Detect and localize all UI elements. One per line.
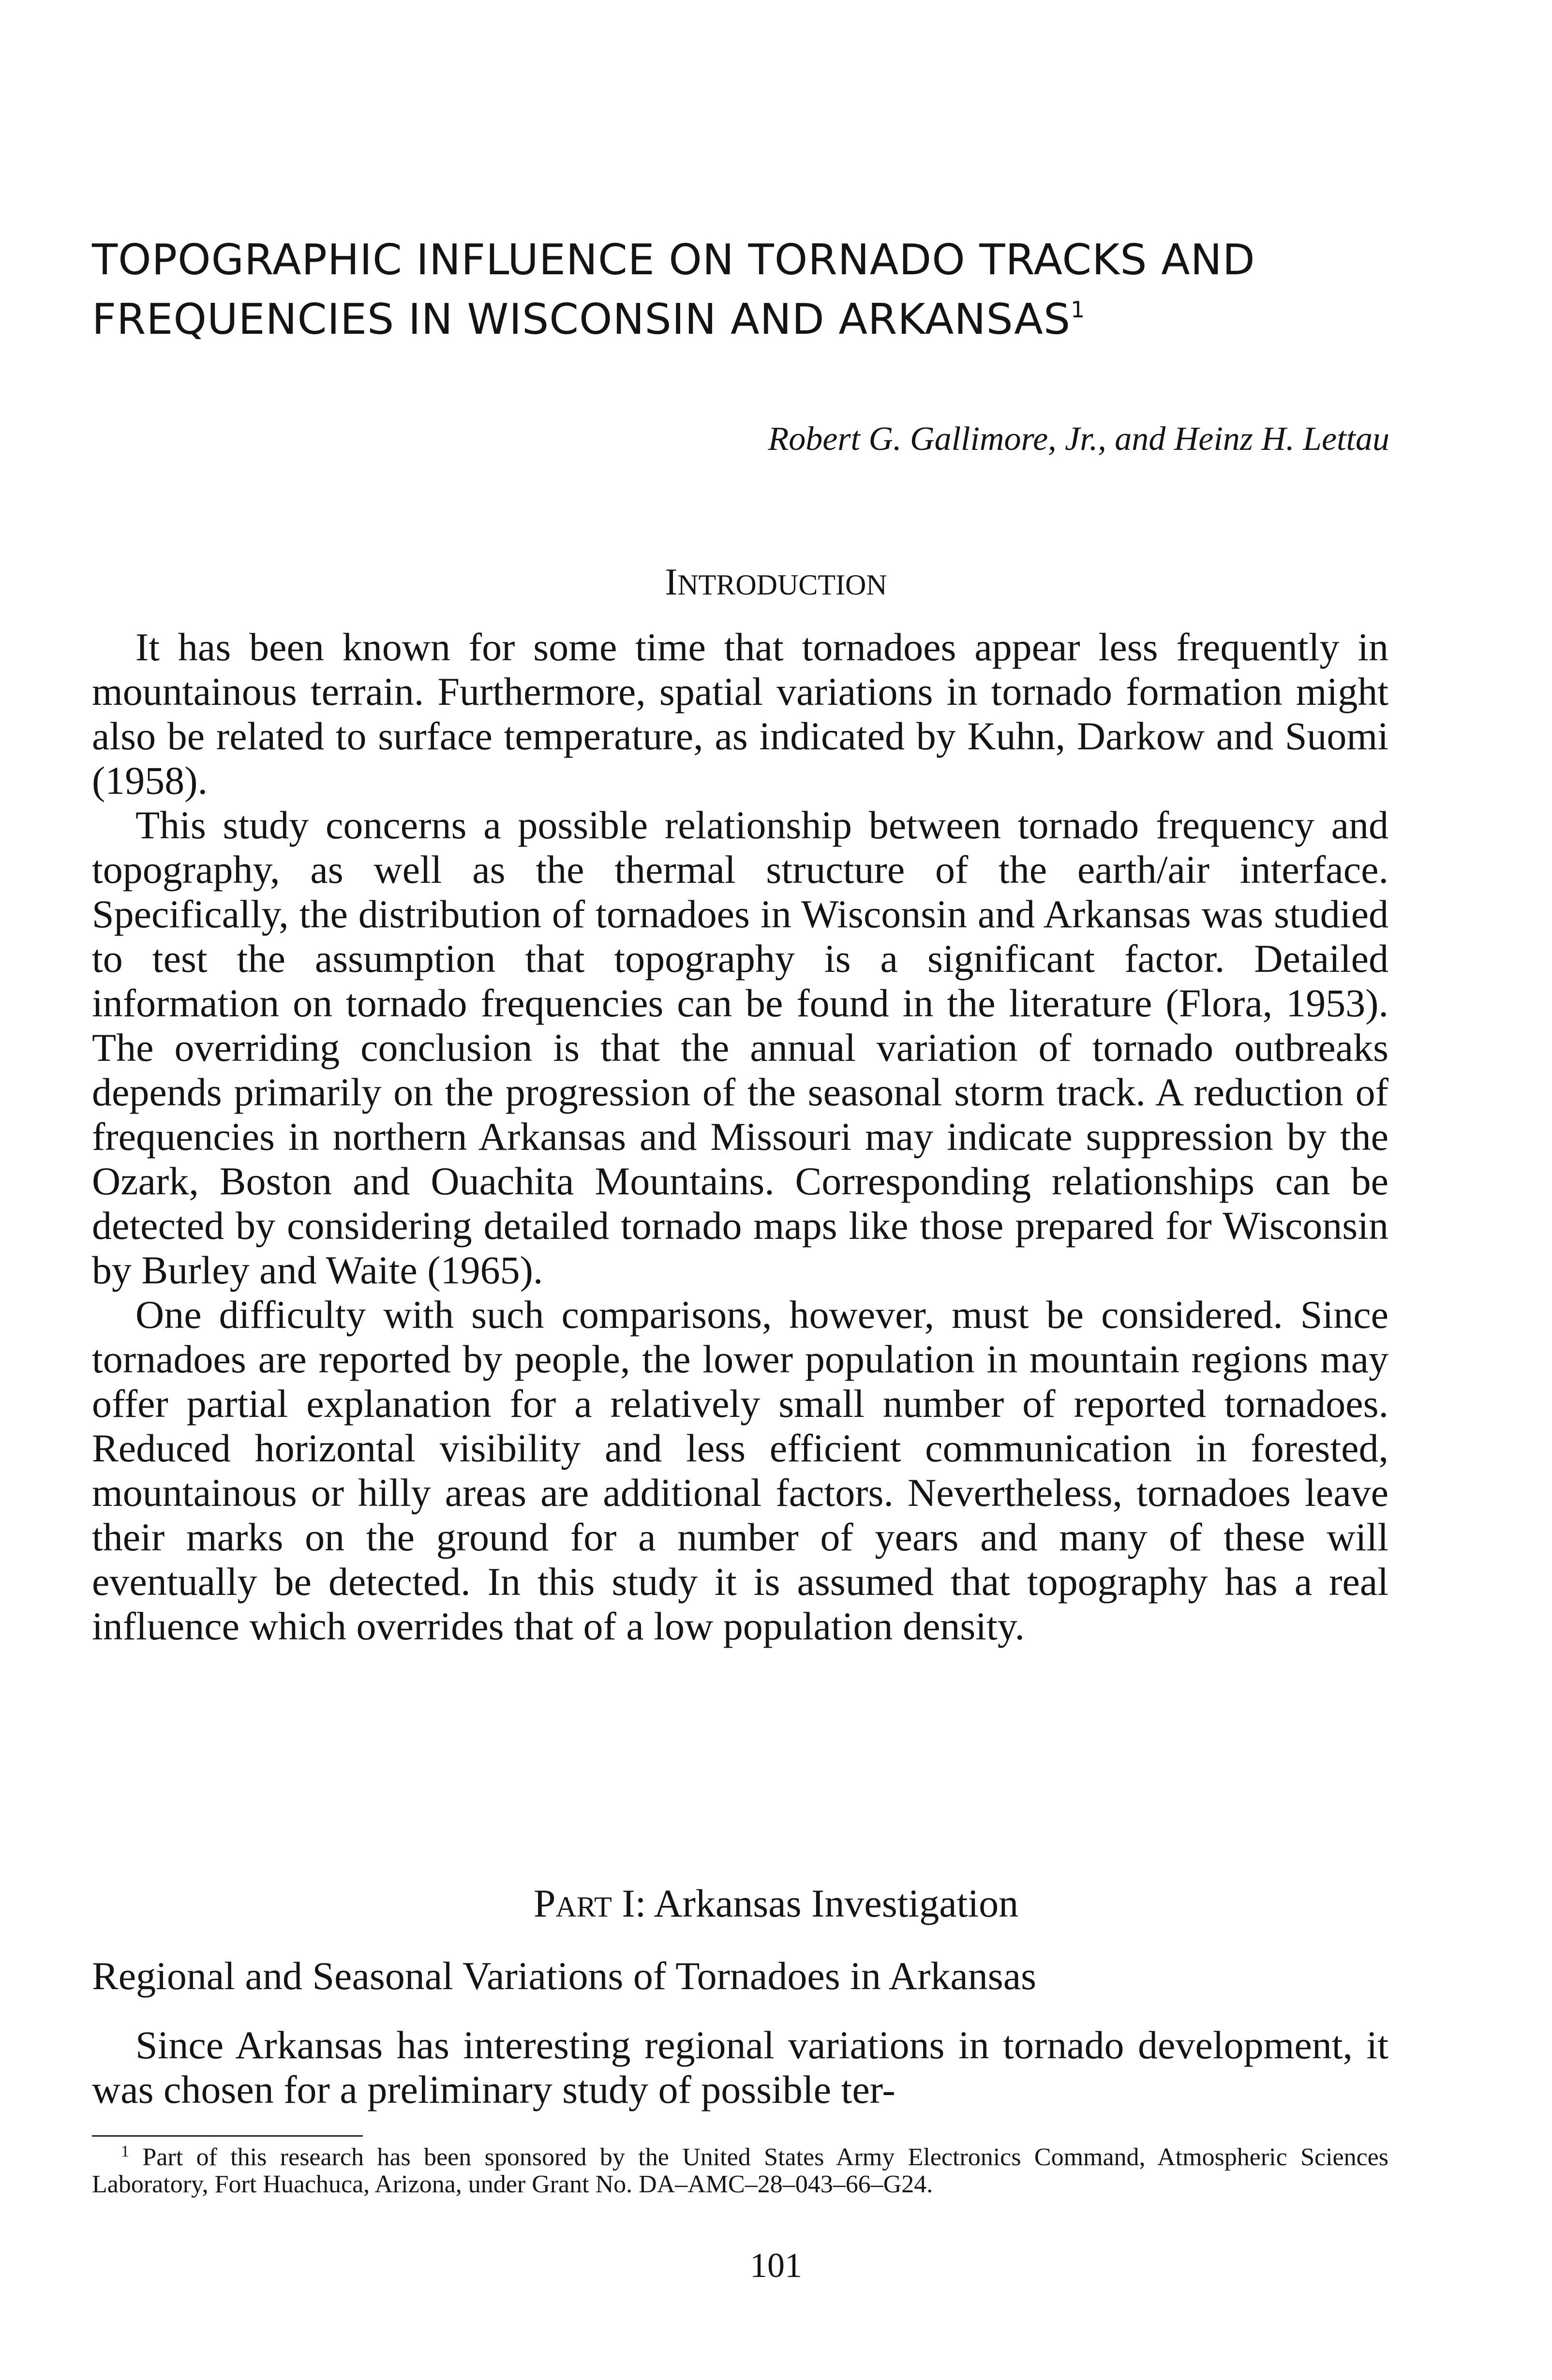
introduction-heading bbox=[0, 560, 1552, 604]
part-one-body bbox=[92, 2023, 1388, 2112]
introduction-body bbox=[92, 625, 1388, 1649]
title-line-1: TOPOGRAPHIC INFLUENCE ON TORNADO TRACKS AND bbox=[92, 235, 1255, 284]
part-heading-rest: I: Arkansas Investigation bbox=[612, 1881, 1019, 1925]
intro-paragraph-3: One difficulty with such comparisons, however, must be considered. Since tornadoes are reported by people, the lower population in mountain regions may offer partial explanation for a relatively small number of reported tornadoes. Reduced horizontal visibility and less efficient communication in forested, mountainous or hilly areas are additional factors. Nevertheless, tornadoes leave their marks on the ground for a number of years and many of these will eventually be detected. In this study it is assumed that topography has a real influence which overrides that of a low population density. bbox=[92, 1293, 1388, 1648]
footnote-divider bbox=[92, 2135, 363, 2137]
footnote-text: Part of this research has been sponsored by the United States Army Electronics Command, Atmospheric Sciences Laboratory, Fort Huachuca, Arizona, under Grant No. DA–AMC–28–043–66–G24. bbox=[92, 2143, 1389, 2198]
part-one-heading bbox=[0, 1881, 1552, 1926]
title-footnote-marker: 1 bbox=[1071, 297, 1086, 323]
part-heading-smallcaps: ART bbox=[555, 1891, 612, 1923]
page-number: 101 bbox=[750, 2246, 802, 2285]
intro-paragraph-2: This study concerns a possible relationship between tornado frequency and topography, as well as the thermal structure of the earth/air interface. Specifically, the distribution of tornadoes in Wisconsin and Arkansas was studied to test the assumption that topography is a significant factor. Detailed information on tornado frequencies can be found in the literature (Flora, 1953). The overriding conclusion is that the annual variation of tornado outbreaks depends primarily on the progression of the seasonal storm track. A reduction of frequencies in northern Arkansas and Missouri may indicate suppression by the Ozark, Boston and Ouachita Mountains. Corresponding relationships can be detected by considering detailed tornado maps like those prepared for Wisconsin by Burley and Waite (1965). bbox=[92, 803, 1388, 1292]
footnote-marker: 1 bbox=[121, 2142, 129, 2160]
title-line-2: FREQUENCIES IN WISCONSIN AND ARKANSAS bbox=[92, 295, 1071, 344]
part-one-paragraph: Since Arkansas has interesting regional variations in tornado development, it was chosen for a preliminary study of possible ter- bbox=[92, 2023, 1388, 2112]
author-byline: Robert G. Gallimore, Jr., and Heinz H. Lettau bbox=[768, 420, 1389, 458]
article-title bbox=[92, 235, 1398, 344]
section-subheading: Regional and Seasonal Variations of Tornadoes in Arkansas bbox=[92, 1954, 1037, 1998]
part-heading-initial: P bbox=[533, 1881, 556, 1925]
introduction-heading-initial: I bbox=[665, 561, 678, 603]
intro-paragraph-1: It has been known for some time that tornadoes appear less frequently in mountainous terrain. Furthermore, spatial variations in tornado formation might also be related to surface temperature, as indicated by Kuhn, Darkow and Suomi (1958). bbox=[92, 625, 1388, 803]
footnote bbox=[92, 2138, 1388, 2198]
introduction-heading-rest: NTRODUCTION bbox=[677, 569, 887, 601]
